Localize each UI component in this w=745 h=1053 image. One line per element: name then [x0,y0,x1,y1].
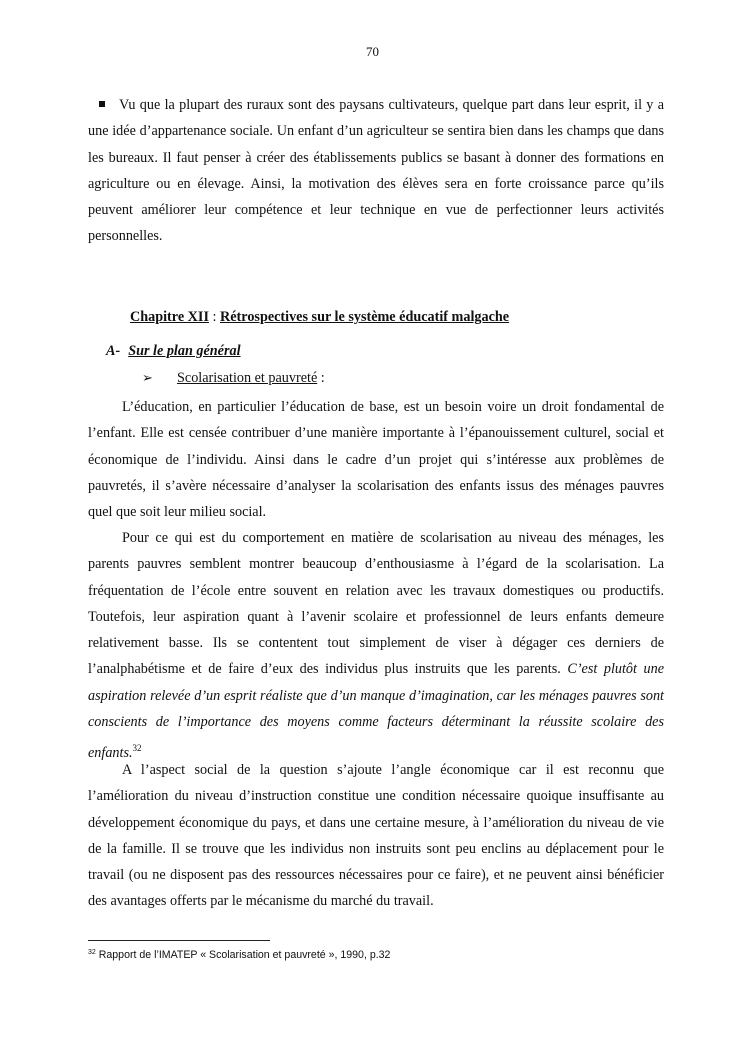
chapter-title: Rétrospectives sur le système éducatif malgache [220,309,510,325]
comportement-quote: C’est plutôt une aspiration relevée d’un esprit réaliste que d’un manque d’imagination, car les ménages pauvres sont conscients de l’importance des moyens comme facteurs déterminant la réussite scolaire des enfants. [88,661,665,762]
page-number: 70 [366,44,379,59]
footnote-number: 32 [88,949,96,956]
chapter-heading [130,309,509,326]
subsection-title: Scolarisation et pauvreté [177,370,318,386]
footnote-divider [88,940,270,941]
section-heading [106,343,241,360]
subsection-suffix: : [317,370,325,386]
aspect-paragraph: A l’aspect social de la question s’ajoute l’angle économique car il est reconnu que l’amélioration du niveau d’instruction constitue une condition nécessaire quoique insuffisante au développement économique du pays, et dans une certaine mesure, à l’amélioration du niveau de vie de la famille. Il se trouve que les individus non instruits sont peu enclins au déplacement pour le travail (ou ne disposent pas des ressources nécessaires pour ce faire), et ne peuvent ainsi bénéficier des avantages offerts par le mécanisme du marché du travail. [88,762,664,910]
arrow-bullet-icon: ➢ [142,370,153,385]
section-marker: A- [106,343,121,359]
bullet-square-icon [99,101,105,107]
chapter-label: Chapitre XII [130,309,209,325]
chapter-separator: : [208,309,221,325]
comportement-paragraph [88,525,664,767]
footnote [88,949,390,961]
subsection-heading [142,370,325,387]
section-title: Sur le plan général [128,343,241,359]
intro-text: Vu que la plupart des ruraux sont des paysans cultivateurs, quelque part dans leur esprit, il y a une idée d’appartenance sociale. Un enfant d’un agriculteur se sentira bien dans les champs que dans les bureaux. Il faut penser à créer des établissements publics se basant à donner des formations en agriculture ou en élevage. Ainsi, la motivation des élèves sera en forte croissance parce qu’ils peuvent améliorer leur compétence et leur technique en vue de perfectionner leurs activités personnelles. [88,97,664,245]
footnote-text: Rapport de l’IMATEP « Scolarisation et pauvreté », 1990, p.32 [98,949,391,961]
footnote-ref[interactable]: 32 [132,743,142,754]
comportement-text: Pour ce qui est du comportement en matière de scolarisation au niveau des ménages, les parents pauvres semblent montrer beaucoup d’enthousiasme à l’égard de la scolarisation. La fréquentation de l’école entre souvent en relation avec les travaux domestiques ou productifs. Toutefois, leur aspiration quant à l’avenir scolaire et professionnel de leurs enfants demeure relativement basse. Ils se contentent tout simplement de viser à dégager ces derniers de l’analphabétisme et de faire d’eux des individus plus instruits que les parents. [88,530,664,678]
education-paragraph: L’éducation, en particulier l’éducation de base, est un besoin voire un droit fondamental de l’enfant. Elle est censée contribuer d’une manière importante à l’épanouissement culturel, social et économique de l’individu. Ainsi dans le cadre d’un projet qui s’intéresse aux problèmes de pauvretés, il s’avère nécessaire d’analyser la scolarisation des enfants issus des ménages pauvres quel que soit leur milieu social. [88,399,664,521]
intro-paragraph [88,92,664,250]
